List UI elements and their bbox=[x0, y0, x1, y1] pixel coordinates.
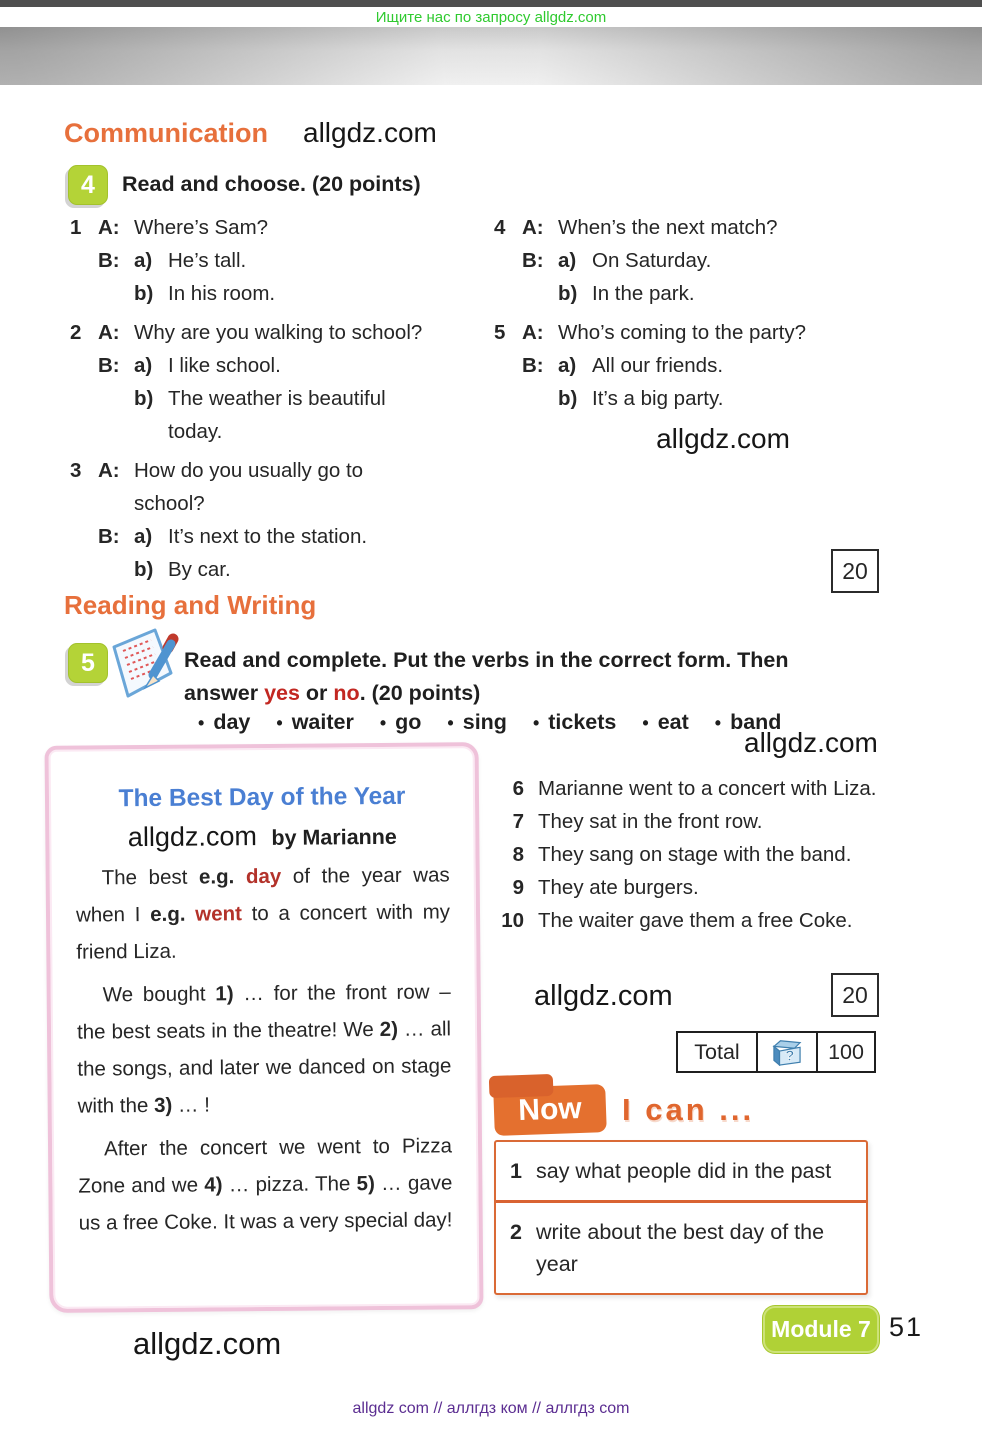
story-text: We bought bbox=[102, 982, 216, 1007]
exercise5-word-bank bbox=[198, 710, 807, 735]
speaker-a-label: A: bbox=[522, 216, 544, 239]
total-score-table bbox=[676, 1031, 876, 1073]
watermark-statements-left: allgdz.com bbox=[534, 980, 673, 1012]
story-text: of the year was when I bbox=[75, 863, 450, 927]
watermark-mid-right: allgdz.com bbox=[656, 423, 790, 454]
i-can-item-text: say what people did in the past bbox=[536, 1159, 832, 1183]
statement-number: 6 bbox=[512, 777, 524, 800]
word-bank-item: • day bbox=[198, 710, 250, 734]
site-banner: Ищите нас по запросу allgdz.com bbox=[375, 9, 607, 26]
svg-text:?: ? bbox=[785, 1047, 795, 1065]
question-number: 4 bbox=[494, 216, 506, 239]
option-b-label: b) bbox=[558, 282, 578, 305]
window-top-bar bbox=[0, 0, 982, 7]
question-text: Where’s Sam? bbox=[134, 216, 269, 239]
exercise5-score-box: 20 bbox=[831, 973, 879, 1017]
question-number: 1 bbox=[70, 216, 82, 239]
statement-text: They ate burgers. bbox=[538, 876, 699, 899]
option-a-label: a) bbox=[558, 354, 577, 377]
question-number: 2 bbox=[70, 321, 82, 344]
story-text: After the concert we went to Pizza Zone and we bbox=[78, 1134, 453, 1198]
option-b-label: b) bbox=[134, 282, 154, 305]
watermark-wordbank-right: allgdz.com bbox=[744, 727, 878, 758]
watermark-bottom-left: allgdz.com bbox=[133, 1326, 282, 1361]
story-text: The best bbox=[101, 865, 200, 890]
question-text: How do you usually go to school? bbox=[134, 459, 364, 515]
speaker-a-label: A: bbox=[98, 321, 120, 344]
option-b-label: b) bbox=[134, 387, 154, 410]
example-label: e.g. bbox=[198, 865, 247, 889]
option-a-label: a) bbox=[134, 525, 153, 548]
option-b-label: b) bbox=[558, 387, 578, 410]
gap-number: 1) bbox=[215, 982, 234, 1006]
option-b-text: The weather is beautiful today. bbox=[168, 387, 386, 443]
story-paragraph-2 bbox=[77, 973, 452, 1124]
option-a-label: a) bbox=[558, 249, 577, 272]
option-b-label: b) bbox=[134, 558, 154, 581]
story-text: to a concert with my friend Liza. bbox=[76, 900, 451, 964]
question-text: Who’s coming to the party? bbox=[558, 321, 807, 344]
module-badge: Module 7 bbox=[763, 1306, 879, 1353]
option-a-text: I like school. bbox=[168, 354, 281, 377]
statement-number: 10 bbox=[501, 909, 524, 932]
option-b-text: In his room. bbox=[168, 282, 276, 305]
exercise5-title-pre: answer bbox=[184, 681, 265, 705]
statement-9 bbox=[496, 871, 936, 904]
footer-watermark: allgdz com // аллгдз ком // аллгдз com bbox=[352, 1400, 630, 1417]
statement-number: 8 bbox=[512, 843, 524, 866]
i-can-item-1 bbox=[496, 1142, 866, 1203]
section-title-reading-writing: Reading and Writing bbox=[64, 590, 317, 620]
question-2 bbox=[70, 316, 494, 448]
story-card bbox=[45, 742, 484, 1313]
paper-and-pencil-icon bbox=[102, 626, 182, 702]
exercise5-number-badge: 5 bbox=[68, 643, 108, 683]
statement-number: 9 bbox=[512, 876, 524, 899]
example-answer: day bbox=[245, 864, 282, 889]
questions-column-right bbox=[494, 211, 952, 592]
word-bank-item: • eat bbox=[642, 710, 688, 734]
story-text: … gave us a free Coke. It was a very special day! bbox=[78, 1171, 453, 1235]
i-can-item-number: 2 bbox=[510, 1220, 522, 1244]
word-bank-item: • tickets bbox=[533, 710, 616, 734]
question-number: 5 bbox=[494, 321, 506, 344]
statement-text: The waiter gave them a free Coke. bbox=[538, 909, 853, 932]
story-paragraph-1 bbox=[76, 856, 451, 970]
example-label: e.g. bbox=[150, 902, 196, 926]
i-can-item-text: write about the best day of the year bbox=[536, 1220, 825, 1276]
word-bank-item: • waiter bbox=[276, 710, 353, 734]
exercise4-title: Read and choose. (20 points) bbox=[122, 172, 421, 196]
speaker-a-label: A: bbox=[522, 321, 544, 344]
gap-number: 5) bbox=[356, 1172, 375, 1196]
word-bank-item: • band bbox=[715, 710, 782, 734]
questions-column-left bbox=[70, 211, 494, 592]
example-answer: went bbox=[195, 902, 243, 926]
gap-number: 3) bbox=[153, 1093, 173, 1117]
exercise5-title bbox=[184, 644, 834, 710]
option-a-label: a) bbox=[134, 354, 153, 377]
watermark-header: allgdz.com bbox=[303, 117, 437, 148]
answer-yes: yes bbox=[264, 681, 300, 705]
statement-7 bbox=[496, 805, 936, 838]
option-a-text: All our friends. bbox=[592, 354, 724, 377]
story-byline bbox=[75, 819, 449, 853]
story-paragraph-3 bbox=[78, 1127, 453, 1241]
total-label: Total bbox=[694, 1039, 740, 1064]
statement-6 bbox=[496, 772, 936, 805]
word-bank-item: • go bbox=[380, 710, 422, 734]
option-a-text: On Saturday. bbox=[592, 249, 712, 272]
statement-number: 7 bbox=[512, 810, 524, 833]
scan-shadow bbox=[0, 27, 982, 85]
story-text: … ! bbox=[172, 1093, 210, 1117]
exercise5-statements bbox=[496, 772, 936, 937]
option-a-text: He’s tall. bbox=[168, 249, 247, 272]
section-title-communication: Communication bbox=[64, 118, 269, 148]
statement-10 bbox=[496, 904, 936, 937]
page-number: 51 bbox=[889, 1312, 924, 1342]
speaker-b-label: B: bbox=[98, 354, 120, 377]
story-title: The Best Day of the Year bbox=[118, 782, 406, 813]
question-4 bbox=[494, 211, 952, 310]
i-can-item-number: 1 bbox=[510, 1159, 522, 1183]
story-text: … for the front row – the best seats in the theatre! We bbox=[76, 980, 451, 1044]
question-text: When’s the next match? bbox=[558, 216, 778, 239]
word-bank-item: • sing bbox=[447, 710, 507, 734]
exercise5-title-post: . (20 points) bbox=[359, 681, 481, 705]
option-b-text: By car. bbox=[168, 558, 231, 581]
story-author: by Marianne bbox=[271, 824, 397, 850]
option-a-label: a) bbox=[134, 249, 153, 272]
gap-number: 2) bbox=[379, 1017, 399, 1041]
now-tab: Now bbox=[493, 1084, 607, 1136]
i-can-title: I can ... bbox=[622, 1092, 755, 1127]
option-a-text: It’s next to the station. bbox=[168, 525, 368, 548]
option-b-text: It’s a big party. bbox=[592, 387, 724, 410]
exercise4-number-badge: 4 bbox=[68, 165, 108, 205]
speaker-b-label: B: bbox=[98, 249, 120, 272]
statement-8 bbox=[496, 838, 936, 871]
statement-text: Marianne went to a concert with Liza. bbox=[538, 777, 877, 800]
total-value: 100 bbox=[816, 1033, 874, 1071]
exercise4-questions bbox=[70, 211, 952, 592]
i-can-item-2 bbox=[496, 1203, 866, 1293]
question-5 bbox=[494, 316, 952, 415]
exercise5-title-line1: Read and complete. Put the verbs in the correct form. Then bbox=[184, 648, 789, 672]
story-text: … all the songs, and later we danced on stage with the bbox=[77, 1017, 452, 1118]
question-1 bbox=[70, 211, 494, 310]
statement-text: They sat in the front row. bbox=[538, 810, 763, 833]
question-cube-icon bbox=[756, 1033, 816, 1071]
statement-text: They sang on stage with the band. bbox=[538, 843, 852, 866]
exercise5-title-mid: or bbox=[299, 681, 334, 705]
question-number: 3 bbox=[70, 459, 82, 482]
question-text: Why are you walking to school? bbox=[134, 321, 423, 344]
option-b-text: In the park. bbox=[592, 282, 695, 305]
speaker-b-label: B: bbox=[98, 525, 120, 548]
story-text: … pizza. The bbox=[222, 1172, 357, 1197]
gap-number: 4) bbox=[204, 1173, 223, 1197]
speaker-a-label: A: bbox=[98, 216, 120, 239]
speaker-b-label: B: bbox=[522, 249, 544, 272]
exercise4-score-box: 20 bbox=[831, 549, 879, 593]
speaker-b-label: B: bbox=[522, 354, 544, 377]
i-can-checklist bbox=[494, 1140, 868, 1295]
watermark-byline: allgdz.com bbox=[127, 821, 258, 853]
speaker-a-label: A: bbox=[98, 459, 120, 482]
question-3 bbox=[70, 454, 494, 586]
answer-no: no bbox=[333, 681, 360, 705]
